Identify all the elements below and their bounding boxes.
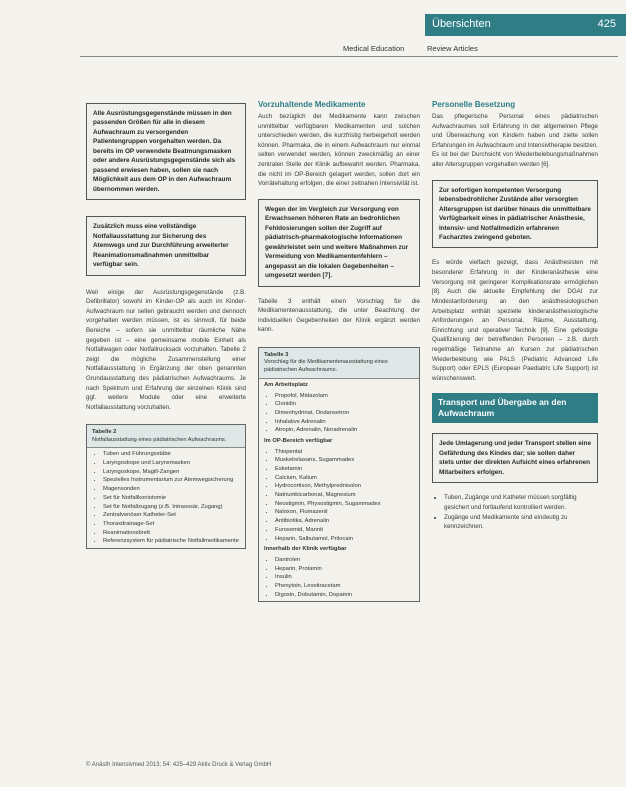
list-item: • Dimenhydrinat, Ondansetron bbox=[275, 409, 419, 418]
section-title: Übersichten bbox=[432, 18, 491, 30]
list-item: • Thoraxdrainage-Set bbox=[103, 520, 245, 529]
running-head-left: Medical Education bbox=[343, 44, 405, 53]
list-item: • Phenytoin, Levetiracetam bbox=[275, 582, 419, 591]
body-paragraph: Tabelle 3 enthält einen Vorschlag für die Medikamentenausstattung, die unter Beachtung der individuellen Gegebenheiten der Klinik ergänzt werden kann. bbox=[258, 297, 420, 334]
running-head-right: Review Articles bbox=[427, 44, 478, 53]
list-item: • Tuben, Zugänge und Katheter müssen sorgfältig gesichert und fortlaufend kontrolliert werden. bbox=[444, 493, 598, 512]
list-item: • Naloxon, Flumazenil bbox=[275, 508, 419, 517]
table-title: Tabelle 3 bbox=[264, 352, 289, 359]
header-rule bbox=[80, 56, 618, 57]
heading-medications: Vorzuhaltende Medikamente bbox=[258, 100, 366, 109]
table-list bbox=[259, 556, 419, 599]
list-item: • Insulin bbox=[275, 573, 419, 582]
table-list bbox=[259, 448, 419, 544]
list-item: • Dantrolen bbox=[275, 556, 419, 565]
list-item: • Laryngoskope, Magill-Zangen bbox=[103, 468, 245, 477]
list-item: • Atropin, Adrenalin, Noradrenalin bbox=[275, 426, 419, 435]
list-item: • Propofol, Midazolam bbox=[275, 392, 419, 401]
highlight-box-equipment: Alle Ausrüstungsgegenstände müssen in den passenden Größen für alle in diesem Aufwachraum zu versorgenden Patientengruppen vorgehalten werden. Da bereits im OP verwendete Beatmungsmasken oder andere Ausrüstungsgegenstände sich als passend erwiesen haben, sollen sie nach Möglichkeit aus dem OP in den Aufwachraum übernommen werden. bbox=[86, 103, 246, 200]
heading-staffing: Personelle Besetzung bbox=[432, 100, 516, 109]
highlight-box-emergency: Zusätzlich muss eine vollständige Notfallausstattung zur Sicherung des Atemwegs und zur Durchführung erweiterter Reanimationsmaßnahmen unmittelbar verfügbar sein. bbox=[86, 216, 246, 275]
list-item: • Calcium, Kalium bbox=[275, 474, 419, 483]
table-list bbox=[259, 392, 419, 435]
table-section-title: Am Arbeitsplatz bbox=[264, 381, 308, 388]
list-item: • Zugänge und Medikamente sind eindeutig zu kennzeichnen. bbox=[444, 513, 598, 532]
body-paragraph: Auch bezüglich der Medikamente kann zwischen unmittelbar verfügbaren Medikamenten und solchen unterschieden werden, die kurzfristig herbeigeholt werden können. Pharmaka, die in einem Aufwachraum nur einmal selten verwendet werden, können zweckmäßig an einer zentralen Stelle der Klinik aufbewahrt werden. Pharmaka, die nicht im OP-Bereich gelagert werden, sollen dort ein Vorrätehaltung erfolgen, die einer zeitnahen Intensivität ist. bbox=[258, 113, 420, 188]
list-item: • Neostigmin, Physostigmin, Sugammadex bbox=[275, 500, 419, 509]
table-caption bbox=[259, 348, 419, 379]
list-item: • Natriumbicarbonat, Magnesium bbox=[275, 491, 419, 500]
body-paragraph: Das pflegerische Personal eines pädiatrischen Aufwachraumes soll Erfahrung in der allgemeinen Pflege und Überwachung von Kindern haben und zielte sollen Erfahrungen im Aufwachraum und Intensivtherapie besitzen. Es ist bei der Durchsicht von Wiederbelebungsmaßnahmen aller Altersgruppen vorgehalten werden [6]. bbox=[432, 113, 598, 169]
list-item: • Thiopental bbox=[275, 448, 419, 457]
table-section-title: Im OP-Bereich verfügbar bbox=[264, 437, 333, 444]
list-item: • Muskelrelaxans, Sugammadex bbox=[275, 456, 419, 465]
list-item: • Zentralvenöser Katheter-Set bbox=[103, 511, 245, 520]
footer-copyright: © Anästh Intensivmed 2013; 54: 425–429 Aktiv Druck & Verlag GmbH bbox=[86, 762, 272, 768]
list-item: • Set für Notfallkoniotomie bbox=[103, 494, 245, 503]
list-item: • Heparin, Protamin bbox=[275, 565, 419, 574]
highlight-box-specialist: Zur sofortigen kompetenten Versorgung lebensbedrohlicher Zustände aller versorgten Altersgruppen ist darüber hinaus die unmittelbare Verfügbarkeit eines in pädiatrischer Anästhesie, Intensiv- und Notfallmedizin erfahrenen Facharztes zwingend geboten. bbox=[432, 180, 598, 249]
list-item: • Inhalative Adrenalin bbox=[275, 418, 419, 427]
table-list bbox=[87, 450, 245, 546]
table-caption bbox=[87, 425, 245, 448]
body-paragraph: Es würde vielfach gezeigt, dass Anästhesisten mit besonderer Erfahrung in der Kinderanästhesie eine Versorgung mit geringerer Komplikationsrate ermöglichen [8]. Auch die aktuelle Empfehlung der DGAI zur Mindestanforderung an den anästhesiologischen Arbeitsplatz enthält spezielle kinderanästhesiologische Anforderungen an Personal, Räume, Ausstattung, Einrichtung und operativer Technik [9]. Eine gefestigte Qualifizierung der betreffenden Personen – z.B. durch regelmäßige Teilnahme an Kursen zur pädiatrischen Wiederbelebung wie PALS (Pediatric Advanced Life Support) oder EPLS (European Paediatric Life Support) ist wünschenswert. bbox=[432, 259, 598, 382]
column-3 bbox=[432, 100, 598, 532]
table-caption-text: Notfallausstattung eines pädiatrischen Aufwachraums. bbox=[92, 436, 227, 443]
list-item: • Hydrocortison, Methylprednisolon bbox=[275, 482, 419, 491]
table-3 bbox=[258, 347, 420, 602]
list-item: • Spezielles Instrumentarium zur Atemwegsicherung bbox=[103, 476, 245, 485]
table-2 bbox=[86, 424, 246, 549]
list-item: • Clonidin bbox=[275, 400, 419, 409]
body-paragraph: Weil einige der Ausrüstungsgegenstände (z.B. Defibrillator) sowohl im Kinder-OP als auch im Kinder-Aufwachraum nur selten gebraucht werden und dennoch vorgehalten werden müssen, ist es sinnvoll, für beide Bereiche – sofern sie unmittelbar räumliche Nähe gegeben ist – eine gemeinsame mobile Einheit als Notfallwagen oder Notfallrucksack vorzuhalten. Tabelle 2 zeigt die mögliche Zusammenstellung einer Notfallausstattung in Ergänzung der oben genannten Grundausstattung des pädiatrischen Aufwachraums. Je nach Spektrum und Erfahrung der einzelnen Klinik sind ggf. weitere Module oder eine erweiterte Notfallausstattung vorzuhalten. bbox=[86, 288, 246, 411]
heading-transport: Transport und Übergabe an den Aufwachraum bbox=[432, 393, 598, 423]
table-title: Tabelle 2 bbox=[92, 429, 117, 436]
list-item: • Heparin, Salbutamol, Prilocain bbox=[275, 535, 419, 544]
highlight-box-dosing: Wegen der im Vergleich zur Versorgung von Erwachsenen höheren Rate an bedrohlichen Fehldosierungen sollen der Zugriff auf pädiatrisch-pharmakologische Informationen gewährleistet sein und weitere Maßnahmen zur Vermeidung von Medikamentenfehlern – angepasst an die lokalen Gegebenheiten – umgesetzt werden [7]. bbox=[258, 199, 420, 287]
table-caption-text: Vorschlag für die Medikamentenausstattung eines pädiatrischen Aufwachraums. bbox=[264, 359, 388, 373]
list-item: • Referenzsystem für pädiatrische Notfallmedikamente bbox=[103, 537, 245, 546]
list-item: • Magensonden bbox=[103, 485, 245, 494]
list-item: • Tuben und Führungsstäbe bbox=[103, 450, 245, 459]
list-item: • Reanimationsbrett bbox=[103, 529, 245, 538]
list-item: • Furosemid, Mannit bbox=[275, 526, 419, 535]
list-item: • Laryngoskope und Larynxmasken bbox=[103, 459, 245, 468]
list-item: • Esketamin bbox=[275, 465, 419, 474]
list-item: • Set für Notfallzugang (z.B. Intraossär, Zugang) bbox=[103, 503, 245, 512]
table-section-title: Innerhalb der Klinik verfügbar bbox=[264, 546, 347, 553]
highlight-box-transport: Jede Umlagerung und jeder Transport stellen eine Gefährdung des Kindes dar; sie sollen daher stets unter der direkten Aufsicht eines erfahrenen Mitarbeiters erfolgen. bbox=[432, 433, 598, 483]
list-item: • Antibiotika, Adrenalin bbox=[275, 517, 419, 526]
list-item: • Digoxin, Dobutamin, Dopamin bbox=[275, 591, 419, 600]
column-2 bbox=[258, 100, 420, 602]
column-1 bbox=[86, 103, 246, 549]
bullet-list bbox=[432, 493, 598, 531]
page-number: 425 bbox=[597, 18, 616, 30]
